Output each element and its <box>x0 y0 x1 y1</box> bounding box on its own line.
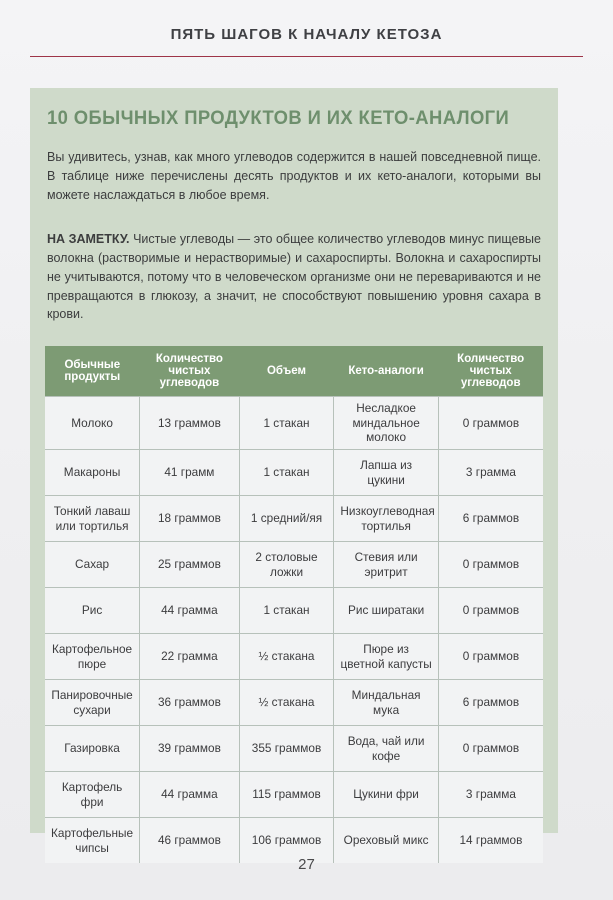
table-cell: 36 граммов <box>140 680 240 726</box>
table-cell: 106 граммов <box>239 818 334 864</box>
table-cell: 1 стакан <box>239 397 334 450</box>
table-cell: 18 граммов <box>140 496 240 542</box>
table-cell: Цукини фри <box>334 772 439 818</box>
keto-comparison-table <box>45 346 543 863</box>
table-cell: 1 стакан <box>239 450 334 496</box>
column-header-volume: Объем <box>239 346 334 397</box>
table-cell: 22 грамма <box>140 634 240 680</box>
table-cell: 0 граммов <box>438 542 543 588</box>
table-row <box>45 588 543 634</box>
table-cell: 1 стакан <box>239 588 334 634</box>
table-cell: Картофельное пюре <box>45 634 140 680</box>
table-cell: Стевия или эритрит <box>334 542 439 588</box>
table-cell: Ореховый микс <box>334 818 439 864</box>
table-row <box>45 397 543 450</box>
column-header-keto-analogs: Кето-аналоги <box>334 346 439 397</box>
table-row <box>45 726 543 772</box>
infobox-note-paragraph <box>47 230 541 324</box>
table-cell: ½ стакана <box>239 680 334 726</box>
table-cell: Пюре из цветной капусты <box>334 634 439 680</box>
keto-infobox <box>30 88 558 855</box>
table-cell: 0 граммов <box>438 588 543 634</box>
table-cell: 0 граммов <box>438 726 543 772</box>
column-header-net-carbs-keto: Количество чистых углеводов <box>438 346 543 397</box>
table-cell: ½ стакана <box>239 634 334 680</box>
table-cell: 44 грамма <box>140 772 240 818</box>
table-cell: 39 граммов <box>140 726 240 772</box>
table-cell: Картофель фри <box>45 772 140 818</box>
table-header-row <box>45 346 543 397</box>
table-row <box>45 450 543 496</box>
table-body <box>45 397 543 864</box>
table-cell: Рис ширатаки <box>334 588 439 634</box>
note-text: Чистые углеводы — это общее количество углеводов минус пищевые волокна (растворимые и нерастворимые) и сахароспирты. Волокна и сахароспирты не учитываются, потому что в человеческом организме они не перевариваются и не превращаются в глюкозу, а значит, не способствуют повышению уровня сахара в крови. <box>47 232 541 322</box>
table-cell: 41 грамм <box>140 450 240 496</box>
column-header-common-products: Обычные продукты <box>45 346 140 397</box>
table-cell: Вода, чай или кофе <box>334 726 439 772</box>
column-header-net-carbs: Количество чистых углеводов <box>140 346 240 397</box>
table-cell: 1 средний/яя <box>239 496 334 542</box>
table-cell: 115 граммов <box>239 772 334 818</box>
table-row <box>45 772 543 818</box>
infobox-title: 10 ОБЫЧНЫХ ПРОДУКТОВ И ИХ КЕТО-АНАЛОГИ <box>47 108 510 129</box>
table-row <box>45 542 543 588</box>
table-cell: 0 граммов <box>438 634 543 680</box>
table-cell: Панировочные сухари <box>45 680 140 726</box>
note-label: НА ЗАМЕТКУ. <box>47 232 130 247</box>
table-cell: Рис <box>45 588 140 634</box>
table-row <box>45 680 543 726</box>
table-cell: Газировка <box>45 726 140 772</box>
header-rule-divider <box>30 56 583 57</box>
table-cell: Миндальная мука <box>334 680 439 726</box>
table-cell: 13 граммов <box>140 397 240 450</box>
table-cell: 25 граммов <box>140 542 240 588</box>
table-cell: Макароны <box>45 450 140 496</box>
table-cell: Лапша из цукини <box>334 450 439 496</box>
page-number: 27 <box>298 856 315 873</box>
table-row <box>45 496 543 542</box>
table-cell: 6 граммов <box>438 496 543 542</box>
table-row <box>45 634 543 680</box>
table-cell: 0 граммов <box>438 397 543 450</box>
table-cell: 3 грамма <box>438 450 543 496</box>
table-cell: Низкоуглеводная тортилья <box>334 496 439 542</box>
table-cell: 6 граммов <box>438 680 543 726</box>
table-cell: 46 граммов <box>140 818 240 864</box>
table-cell: Картофельные чипсы <box>45 818 140 864</box>
table-cell: 44 грамма <box>140 588 240 634</box>
table-head <box>45 346 543 397</box>
table-cell: 3 грамма <box>438 772 543 818</box>
running-head: ПЯТЬ ШАГОВ К НАЧАЛУ КЕТОЗА <box>170 26 443 43</box>
table-cell: 2 столовые ложки <box>239 542 334 588</box>
table-cell: 355 граммов <box>239 726 334 772</box>
table-cell: Сахар <box>45 542 140 588</box>
table-cell: Молоко <box>45 397 140 450</box>
table-cell: Тонкий лаваш или тортилья <box>45 496 140 542</box>
table-cell: Несладкое миндальное молоко <box>334 397 439 450</box>
table-cell: 14 граммов <box>438 818 543 864</box>
infobox-intro-paragraph: Вы удивитесь, узнав, как много углеводов содержится в нашей повседневной пище. В таблице ниже перечислены десять продуктов и их кето-аналоги, которыми вы можете наслаждаться в любое время. <box>47 150 541 202</box>
